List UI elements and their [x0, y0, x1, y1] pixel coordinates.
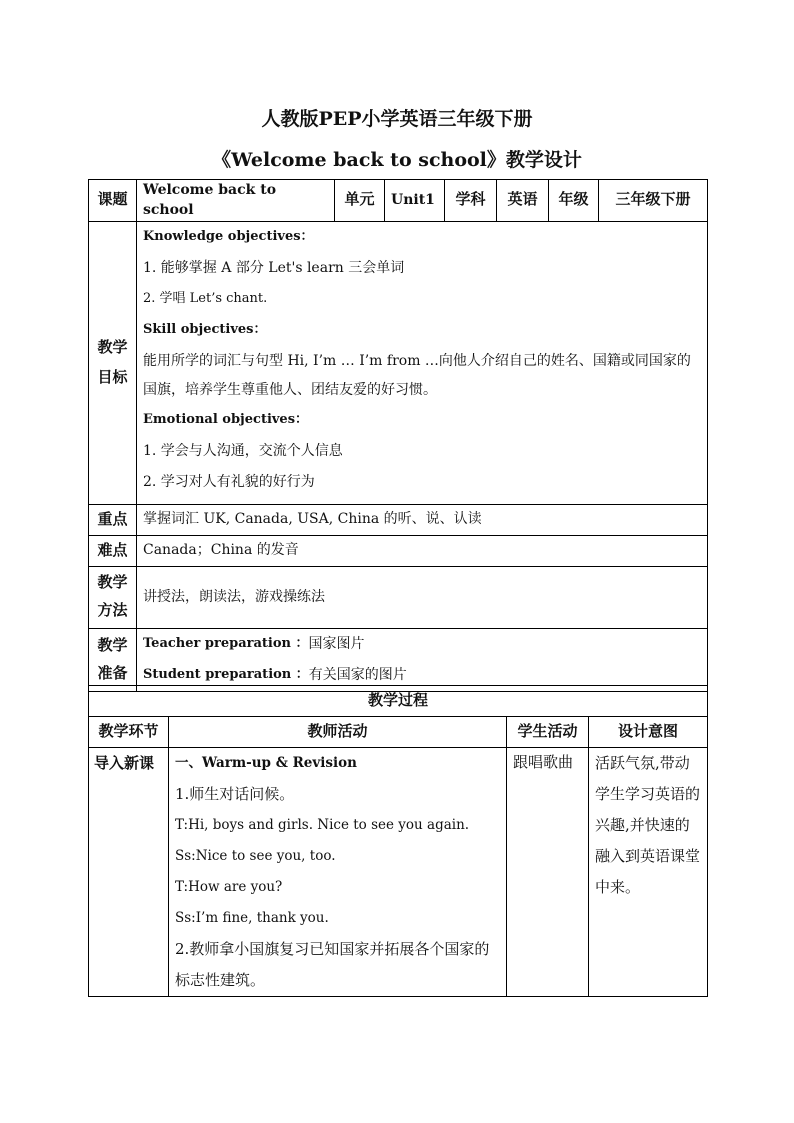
knowledge-item-1: 1. 能够掌握 A 部分 Let's learn 三会单词	[143, 259, 405, 276]
key-point-label: 重点	[89, 504, 137, 535]
method-label	[89, 566, 137, 628]
knowledge-heading: Knowledge objectives：	[143, 228, 314, 244]
teacher-line-4: T:How are you?	[175, 878, 283, 895]
difficulty-text: Canada；China 的发音	[137, 535, 708, 566]
teacher-line-5: Ss:I’m fine, thank you.	[175, 909, 329, 926]
method-label-line1: 教学	[97, 573, 128, 592]
teacher-prep-value: 国家图片	[308, 635, 365, 652]
topic-label: 课题	[89, 180, 137, 222]
unit-value: Unit1	[385, 180, 445, 222]
info-row-key-point	[89, 504, 708, 535]
student-prep-key: Student preparation ：	[143, 666, 309, 682]
grade-value: 三年级下册	[599, 180, 708, 222]
warmup-heading: 一、Warm-up & Revision	[175, 754, 357, 771]
process-title: 教学过程	[89, 686, 708, 717]
info-row-topic	[89, 180, 708, 222]
student-prep-value: 有关国家的图片	[308, 666, 407, 683]
col-student-header: 学生活动	[507, 717, 589, 748]
skill-heading: Skill objectives：	[143, 321, 267, 337]
info-row-difficulty	[89, 535, 708, 566]
lesson-info-table	[88, 179, 708, 692]
teaching-process-table	[88, 685, 708, 997]
info-row-preparation	[89, 628, 708, 691]
key-point-text: 掌握词汇 UK, Canada, USA, China 的听、说、认读	[137, 504, 708, 535]
intent-cell: 活跃气氛,带动学生学习英语的兴趣,并快速的融入到英语课堂中来。	[589, 748, 708, 997]
emotional-item-1: 1. 学会与人沟通，交流个人信息	[143, 442, 343, 459]
skill-text: 能用所学的词汇与句型 Hi, I’m … I’m from …向他人介绍自己的姓名、国籍或同国家的国旗，培养学生尊重他人、团结友爱的好习惯。	[143, 352, 691, 398]
method-label-line2: 方法	[97, 601, 128, 620]
teacher-line-2: T:Hi, boys and girls. Nice to see you again.	[175, 816, 470, 833]
goals-label	[89, 221, 137, 504]
teacher-line-1: 1.师生对话问候。	[175, 784, 295, 803]
document-title: 人教版PEP小学英语三年级下册	[261, 108, 533, 130]
col-teacher-header: 教师活动	[169, 717, 507, 748]
unit-label: 单元	[335, 180, 385, 222]
goals-label-line2: 目标	[97, 367, 128, 386]
goals-content	[137, 221, 708, 504]
subject-label: 学科	[445, 180, 497, 222]
col-stage-header: 教学环节	[89, 717, 169, 748]
difficulty-label: 难点	[89, 535, 137, 566]
teacher-activity-cell	[169, 748, 507, 997]
prep-label-line2: 准备	[97, 663, 128, 682]
teacher-prep-key: Teacher preparation ：	[143, 635, 309, 651]
emotional-heading: Emotional objectives：	[143, 411, 309, 427]
teacher-line-6: 2.教师拿小国旗复习已知国家并拓展各个国家的标志性建筑。	[175, 940, 490, 989]
goals-label-line1: 教学	[97, 337, 128, 356]
prep-label-line1: 教学	[97, 635, 128, 654]
topic-value: Welcome back to school	[137, 180, 335, 222]
knowledge-item-2: 2. 学唱 Let’s chant.	[143, 290, 268, 306]
process-header-row	[89, 717, 708, 748]
info-row-goals	[89, 221, 708, 504]
stage-cell: 导入新课	[89, 748, 169, 997]
document-subtitle: 《Welcome back to school》教学设计	[212, 149, 582, 171]
info-row-method	[89, 566, 708, 628]
col-intent-header: 设计意图	[589, 717, 708, 748]
emotional-item-2: 2. 学习对人有礼貌的好行为	[143, 473, 315, 490]
process-title-row	[89, 686, 708, 717]
process-row-intro	[89, 748, 708, 997]
prep-content	[137, 628, 708, 691]
teacher-prep-line	[143, 629, 701, 660]
student-activity-cell: 跟唱歌曲	[507, 748, 589, 997]
grade-label: 年级	[549, 180, 599, 222]
prep-label	[89, 628, 137, 691]
subject-value: 英语	[497, 180, 549, 222]
teacher-line-3: Ss:Nice to see you, too.	[175, 847, 336, 864]
method-text: 讲授法，朗读法，游戏操练法	[137, 566, 708, 628]
